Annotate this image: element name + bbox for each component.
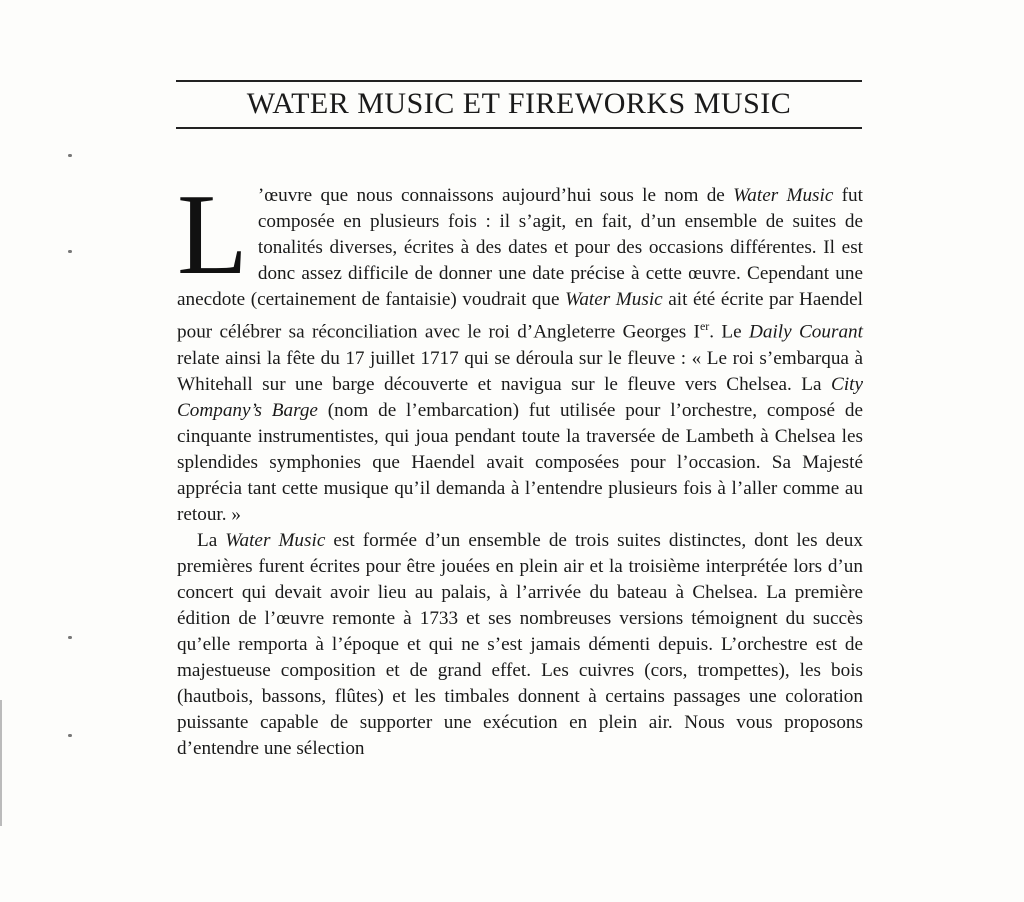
italic-title: Water Music [733, 185, 834, 206]
text-run: ’œuvre que nous connaissons aujourd’hui sous le nom de [257, 185, 734, 206]
paper-speck [68, 636, 72, 639]
text-run: fut composée en plusieurs fois : il s’agit, en fait, d’un ensemble de suites de tonalités diverses, écrites à des dates et pour des occasions différentes. Il est donc assez difficile de donner une date précise à cette œuvre. Cependant une anecdote (certainement de fantaisie) voudrait que [177, 185, 863, 311]
paper-speck [68, 154, 72, 157]
article-body [177, 171, 863, 762]
paragraph-2 [177, 528, 863, 762]
text-run: (nom de l’embarcation) fut utilisée pour l’orchestre, composé de cinquante instrumentistes, qui joua pendant toute la traversée de Lambeth à Chelsea les splendides symphonies que Haendel avait composées pour l’occasion. Sa Majesté apprécia tant cette musique qu’il demanda à l’entendre plusieurs fois à l’aller comme au retour. » [177, 399, 863, 525]
italic-title: City Company’s Barge [177, 373, 863, 421]
italic-title: Water Music [225, 530, 326, 551]
italic-title: Water Music [565, 289, 663, 311]
text-run: ait été écrite par Haendel pour célébrer sa réconciliation avec le roi d’Angleterre Georges I [177, 289, 863, 343]
superscript: er [699, 319, 710, 334]
drop-cap: L [177, 171, 248, 299]
text-run: . Le [709, 321, 750, 343]
text-run: La [197, 530, 226, 551]
title-top-rule [176, 80, 862, 82]
text-run: relate ainsi la fête du 17 juillet 1717 qui se déroula sur le fleuve : « Le roi s’embarqua à Whitehall sur une barge découverte et navigua sur le fleuve vers Chelsea. La [177, 347, 863, 395]
page-title: WATER MUSIC ET FIREWORKS MUSIC [246, 87, 792, 120]
paragraph-1 [177, 171, 863, 528]
paper-speck [68, 734, 72, 737]
text-run: est formée d’un ensemble de trois suites distinctes, dont les deux premières furent écrites pour être jouées en plein air et la troisième interprétée lors d’un concert qui devait avoir lieu au palais, à l’arrivée du bateau à Chelsea. La première édition de l’œuvre remonte à 1733 et ses nombreuses versions témoignent du succès qu’elle remporta à l’époque et qui ne s’est jamais démenti depuis. L’orchestre est de majestueuse composition et de grand effet. Les cuivres (cors, trompettes), les bois (hautbois, bassons, flûtes) et les timbales donnent à certains passages une coloration puissante capable de supporter une exécution en plein air. Nous vous proposons d’entendre une sélection [177, 530, 863, 760]
italic-title: Daily Courant [749, 321, 863, 343]
page-edge-shadow [0, 700, 2, 826]
title-bottom-rule [176, 127, 862, 129]
paper-speck [68, 250, 72, 253]
